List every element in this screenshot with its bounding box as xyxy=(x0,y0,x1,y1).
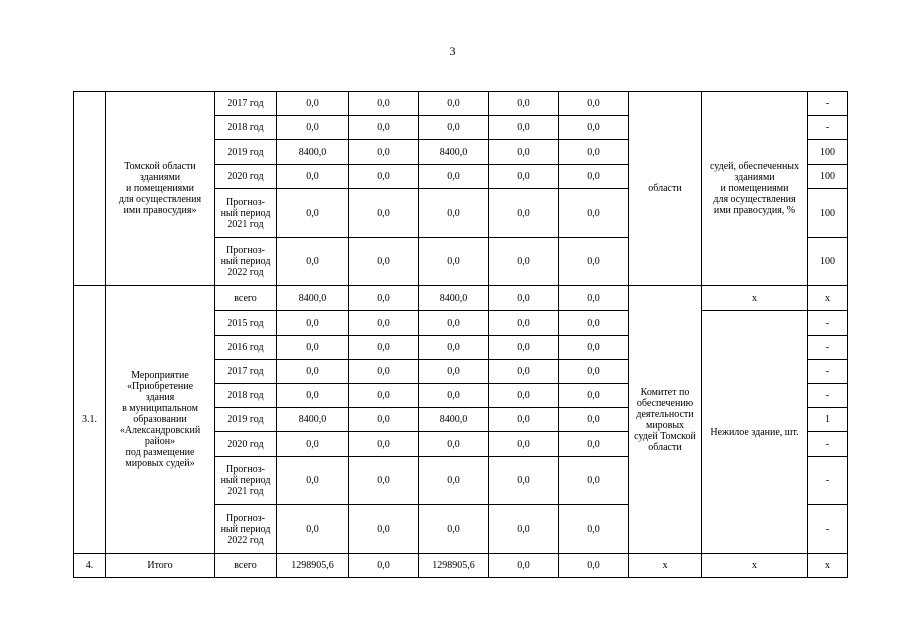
cell-value-5: 0,0 xyxy=(559,554,629,578)
cell-indicator: Нежилое здание, шт. xyxy=(702,311,808,554)
cell-value-2: 0,0 xyxy=(349,432,419,457)
cell-value-5: 0,0 xyxy=(559,140,629,165)
cell-value-4: 0,0 xyxy=(489,189,559,238)
table-row xyxy=(74,92,848,116)
cell-value-2: 0,0 xyxy=(349,384,419,408)
cell-value-4: 0,0 xyxy=(489,238,559,286)
cell-value-5: 0,0 xyxy=(559,457,629,505)
cell-value-5: 0,0 xyxy=(559,189,629,238)
cell-value-3: 0,0 xyxy=(419,505,489,554)
cell-value-4: 0,0 xyxy=(489,554,559,578)
cell-number: 3.1. xyxy=(74,286,106,554)
cell-period: Прогноз- ный период 2021 год xyxy=(215,189,277,238)
cell-value-3: 0,0 xyxy=(419,336,489,360)
cell-value-1: 0,0 xyxy=(277,432,349,457)
cell-value-2: 0,0 xyxy=(349,457,419,505)
cell-target-value: - xyxy=(808,432,848,457)
cell-value-2: 0,0 xyxy=(349,408,419,432)
table-body xyxy=(74,92,848,578)
cell-value-5: 0,0 xyxy=(559,432,629,457)
cell-value-3: 0,0 xyxy=(419,92,489,116)
cell-value-4: 0,0 xyxy=(489,505,559,554)
cell-value-4: 0,0 xyxy=(489,432,559,457)
cell-value-1: 0,0 xyxy=(277,336,349,360)
cell-value-5: 0,0 xyxy=(559,286,629,311)
cell-indicator: x xyxy=(702,286,808,311)
cell-value-4: 0,0 xyxy=(489,165,559,189)
cell-target-value: 100 xyxy=(808,238,848,286)
cell-value-3: 0,0 xyxy=(419,311,489,336)
cell-value-1: 0,0 xyxy=(277,92,349,116)
cell-value-3: 1298905,6 xyxy=(419,554,489,578)
cell-value-5: 0,0 xyxy=(559,360,629,384)
cell-measure-name: Итого xyxy=(106,554,215,578)
cell-period: всего xyxy=(215,554,277,578)
cell-value-2: 0,0 xyxy=(349,311,419,336)
cell-value-3: 8400,0 xyxy=(419,286,489,311)
cell-value-3: 0,0 xyxy=(419,238,489,286)
cell-value-1: 0,0 xyxy=(277,384,349,408)
cell-value-5: 0,0 xyxy=(559,92,629,116)
cell-period: Прогноз- ный период 2022 год xyxy=(215,238,277,286)
cell-target-value: 100 xyxy=(808,140,848,165)
cell-value-2: 0,0 xyxy=(349,286,419,311)
cell-period: 2016 год xyxy=(215,336,277,360)
cell-indicator: x xyxy=(702,554,808,578)
cell-value-5: 0,0 xyxy=(559,336,629,360)
cell-value-3: 0,0 xyxy=(419,432,489,457)
cell-target-value: - xyxy=(808,311,848,336)
cell-period: 2018 год xyxy=(215,384,277,408)
cell-value-1: 0,0 xyxy=(277,505,349,554)
cell-value-2: 0,0 xyxy=(349,336,419,360)
cell-value-5: 0,0 xyxy=(559,165,629,189)
cell-value-1: 0,0 xyxy=(277,116,349,140)
cell-value-1: 0,0 xyxy=(277,238,349,286)
cell-value-1: 0,0 xyxy=(277,165,349,189)
cell-value-1: 0,0 xyxy=(277,360,349,384)
cell-target-value: 100 xyxy=(808,189,848,238)
cell-value-5: 0,0 xyxy=(559,238,629,286)
cell-value-4: 0,0 xyxy=(489,408,559,432)
table-row-total xyxy=(74,554,848,578)
cell-period: 2015 год xyxy=(215,311,277,336)
cell-value-2: 0,0 xyxy=(349,360,419,384)
cell-value-2: 0,0 xyxy=(349,140,419,165)
cell-target-value: - xyxy=(808,336,848,360)
cell-number xyxy=(74,92,106,286)
cell-value-3: 0,0 xyxy=(419,384,489,408)
cell-period: 2019 год xyxy=(215,140,277,165)
cell-period: 2018 год xyxy=(215,116,277,140)
cell-value-4: 0,0 xyxy=(489,92,559,116)
cell-measure-name: Томской области зданиями и помещениями для осуществления ими правосудия» xyxy=(106,92,215,286)
cell-value-2: 0,0 xyxy=(349,165,419,189)
cell-executor: x xyxy=(629,554,702,578)
cell-value-2: 0,0 xyxy=(349,116,419,140)
cell-period: всего xyxy=(215,286,277,311)
cell-value-5: 0,0 xyxy=(559,311,629,336)
cell-value-3: 8400,0 xyxy=(419,408,489,432)
cell-value-4: 0,0 xyxy=(489,140,559,165)
cell-executor: Комитет по обеспечению деятельности мировых судей Томской области xyxy=(629,286,702,554)
cell-value-5: 0,0 xyxy=(559,384,629,408)
cell-period: Прогноз- ный период 2022 год xyxy=(215,505,277,554)
cell-value-4: 0,0 xyxy=(489,457,559,505)
cell-value-3: 0,0 xyxy=(419,360,489,384)
cell-value-2: 0,0 xyxy=(349,238,419,286)
page-number: 3 xyxy=(449,44,456,58)
cell-value-1: 1298905,6 xyxy=(277,554,349,578)
cell-target-value: 100 xyxy=(808,165,848,189)
cell-target-value: - xyxy=(808,457,848,505)
cell-target-value: - xyxy=(808,360,848,384)
budget-table xyxy=(73,91,848,578)
cell-period: 2020 год xyxy=(215,165,277,189)
cell-period: 2020 год xyxy=(215,432,277,457)
cell-value-4: 0,0 xyxy=(489,360,559,384)
cell-value-1: 0,0 xyxy=(277,457,349,505)
cell-value-4: 0,0 xyxy=(489,286,559,311)
cell-value-4: 0,0 xyxy=(489,311,559,336)
cell-period: Прогноз- ный период 2021 год xyxy=(215,457,277,505)
cell-value-5: 0,0 xyxy=(559,116,629,140)
cell-value-4: 0,0 xyxy=(489,336,559,360)
cell-value-1: 0,0 xyxy=(277,189,349,238)
cell-value-5: 0,0 xyxy=(559,505,629,554)
cell-indicator: судей, обеспеченных зданиями и помещениями для осуществления ими правосудия, % xyxy=(702,92,808,286)
cell-target-value: - xyxy=(808,384,848,408)
cell-value-2: 0,0 xyxy=(349,92,419,116)
table-row xyxy=(74,286,848,311)
cell-value-3: 0,0 xyxy=(419,189,489,238)
cell-number: 4. xyxy=(74,554,106,578)
cell-target-value: - xyxy=(808,116,848,140)
cell-target-value: x xyxy=(808,286,848,311)
cell-value-2: 0,0 xyxy=(349,189,419,238)
cell-target-value: 1 xyxy=(808,408,848,432)
cell-value-1: 8400,0 xyxy=(277,286,349,311)
cell-target-value: x xyxy=(808,554,848,578)
cell-period: 2017 год xyxy=(215,360,277,384)
cell-period: 2017 год xyxy=(215,92,277,116)
cell-value-1: 8400,0 xyxy=(277,140,349,165)
cell-value-3: 0,0 xyxy=(419,457,489,505)
cell-value-2: 0,0 xyxy=(349,554,419,578)
cell-value-5: 0,0 xyxy=(559,408,629,432)
cell-value-1: 0,0 xyxy=(277,311,349,336)
cell-value-3: 0,0 xyxy=(419,165,489,189)
cell-value-2: 0,0 xyxy=(349,505,419,554)
cell-target-value: - xyxy=(808,92,848,116)
cell-value-1: 8400,0 xyxy=(277,408,349,432)
cell-value-3: 8400,0 xyxy=(419,140,489,165)
cell-measure-name: Мероприятие «Приобретение здания в муниципальном образовании «Александровский район» под размещение мировых судей» xyxy=(106,286,215,554)
cell-executor: области xyxy=(629,92,702,286)
cell-target-value: - xyxy=(808,505,848,554)
cell-period: 2019 год xyxy=(215,408,277,432)
cell-value-4: 0,0 xyxy=(489,384,559,408)
cell-value-4: 0,0 xyxy=(489,116,559,140)
cell-value-3: 0,0 xyxy=(419,116,489,140)
